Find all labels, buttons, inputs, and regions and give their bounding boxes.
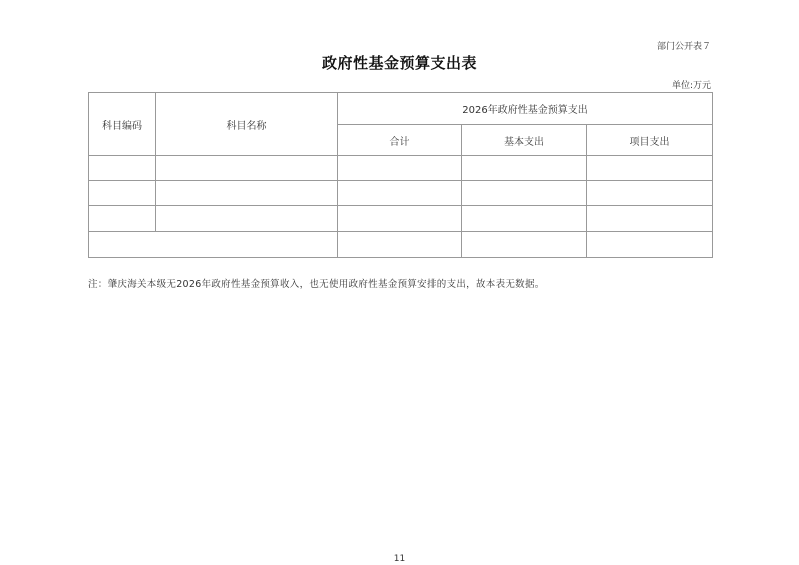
cell-name — [156, 206, 338, 232]
total-row-label — [89, 232, 338, 258]
cell-name — [156, 156, 338, 181]
total-row — [89, 232, 713, 258]
cell-basic — [462, 156, 587, 181]
total-row-total — [338, 232, 462, 258]
column-header-name: 科目名称 — [156, 93, 338, 156]
total-row-project — [587, 232, 713, 258]
cell-project — [587, 206, 713, 232]
table-row — [89, 206, 713, 232]
budget-table — [88, 92, 713, 258]
cell-basic — [462, 206, 587, 232]
cell-code — [89, 156, 156, 181]
column-header-total: 合计 — [338, 125, 462, 156]
page-number: 11 — [393, 554, 406, 564]
table-note: 注：肇庆海关本级无2026年政府性基金预算收入，也无使用政府性基金预算安排的支出，故本表无数据。 — [88, 279, 545, 290]
header-row-1 — [89, 93, 713, 125]
form-number: 部门公开表７ — [656, 42, 711, 52]
cell-total — [338, 181, 462, 206]
unit-label: 单位:万元 — [671, 81, 711, 91]
cell-name — [156, 181, 338, 206]
cell-total — [338, 206, 462, 232]
cell-code — [89, 181, 156, 206]
cell-basic — [462, 181, 587, 206]
page-title: 政府性基金预算支出表 — [321, 54, 477, 72]
table-row — [89, 156, 713, 181]
column-header-code: 科目编码 — [89, 93, 156, 156]
column-group-header: 2026年政府性基金预算支出 — [338, 93, 713, 125]
total-row-basic — [462, 232, 587, 258]
cell-project — [587, 156, 713, 181]
table-row — [89, 181, 713, 206]
column-header-project: 项目支出 — [587, 125, 713, 156]
column-header-basic: 基本支出 — [462, 125, 587, 156]
cell-project — [587, 181, 713, 206]
cell-code — [89, 206, 156, 232]
cell-total — [338, 156, 462, 181]
